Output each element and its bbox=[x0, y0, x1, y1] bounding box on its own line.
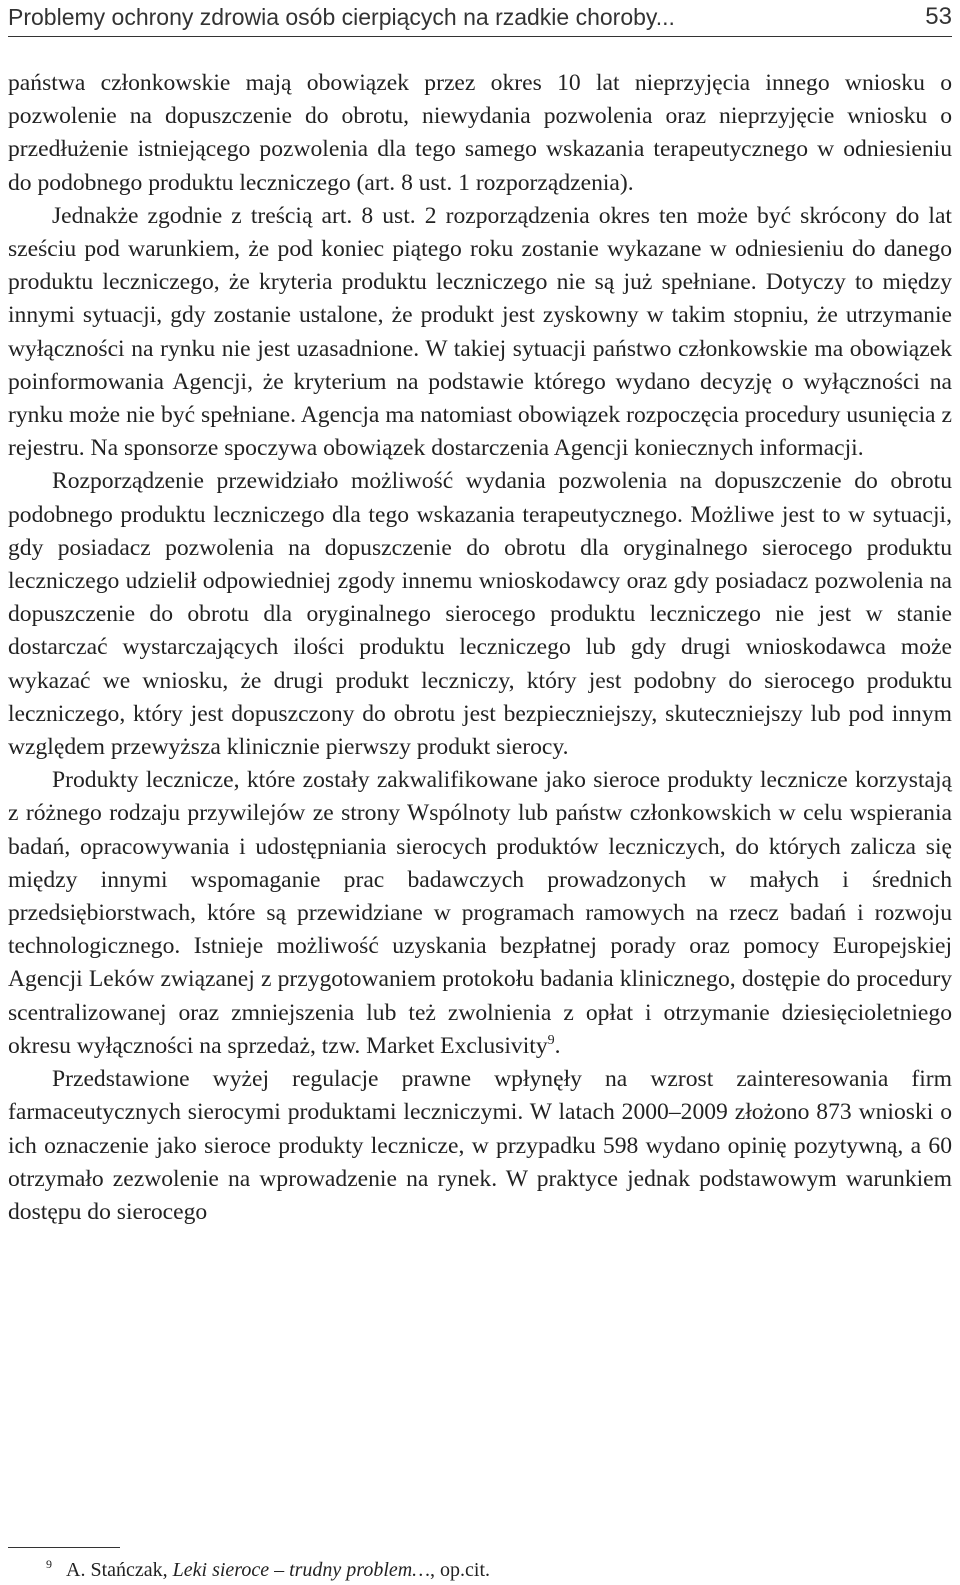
running-header bbox=[8, 2, 952, 37]
footnote-reference[interactable]: 9 bbox=[547, 1033, 555, 1049]
footnote-marker: 9 bbox=[46, 1557, 52, 1572]
paragraph: Rozporządzenie przewidziało możliwość wydania pozwolenia na dopuszczenie do obrotu podobnego produktu leczniczego dla tego wskazania terapeutycznego. Możliwe jest to w sytuacji, gdy posiadacz pozwolenia na dopuszczenie do obrotu dla oryginalnego sierocego produktu leczniczego udzielił odpowiedniej zgody innemu wnioskodawcy oraz gdy posiadacz pozwolenia na dopuszczenie do obrotu dla oryginalnego sierocego produktu leczniczego nie jest w stanie dostarczać wystarczających ilości produktu leczniczego lub gdy drugi wnioskodawca może wykazać we wniosku, że drugi produkt leczniczy, który jest podobny do sierocego produktu leczniczego, który jest dopuszczony do obrotu jest bezpieczniejszy, skuteczniejszy lub pod innym względem przewyższa klinicznie pierwszy produkt sierocy. bbox=[8, 468, 952, 761]
paragraph: Jednakże zgodnie z treścią art. 8 ust. 2 rozporządzenia okres ten może być skrócony do lat sześciu pod warunkiem, że pod koniec piątego roku zostanie wykazane w odniesieniu do danego produktu leczniczego, że kryteria produktu leczniczego nie są już spełniane. Dotyczy to między innymi sytuacji, gdy zostanie ustalone, że produkt jest zyskowny w takim stopniu, że utrzymanie wyłączności na rynku nie jest uzasadnione. W takiej sytuacji państwo członkowskie ma obowiązek poinformowania Agencji, że kryterium na podstawie którego wydano decyzję o wyłączności na rynku może nie być spełniane. Agencja ma natomiast obowiązek rozpoczęcia procedury usunięcia z rejestru. Na sponsorze spoczywa obowiązek dostarczenia Agencji koniecznych informacji. bbox=[8, 202, 952, 462]
document-page bbox=[8, 0, 952, 1585]
footnote-author: A. Stańczak, bbox=[66, 1559, 173, 1581]
body-text bbox=[8, 67, 952, 1229]
paragraph-end-punct: . bbox=[554, 1032, 561, 1059]
footnote-title: Leki sieroce – trudny problem… bbox=[172, 1559, 431, 1581]
paragraph bbox=[8, 764, 952, 1063]
footnote-divider bbox=[8, 1547, 120, 1548]
page-number: 53 bbox=[925, 3, 952, 30]
footnote-tail: , op.cit. bbox=[430, 1559, 491, 1581]
running-title: Problemy ochrony zdrowia osób cierpiących na rzadkie choroby... bbox=[8, 4, 675, 30]
paragraph-text: Produkty lecznicze, które zostały zakwalifikowane jako sieroce produkty lecznicze korzystają z różnego rodzaju przywilejów ze strony Wspólnoty lub państw członkowskich w celu wspierania badań, opracowywania i udostępniania sierocych produktów leczniczych, do których zalicza się między innymi wspomaganie prac badawczych prowadzonych w małych i średnich przedsiębiorstwach, które są przewidziane w programach ramowych na rzecz badań i rozwoju technologicznego. Istnieje możliwość uzyskania bezpłatnej porady oraz pomocy Europejskiej Agencji Leków związanej z przygotowaniem protokołu badania klinicznego, dostępie do procedury scentralizowanej oraz zmniejszenia lub też zwolnienia z opłat i otrzymanie dziesięcioletniego okresu wyłączności na sprzedaż, tzw. Market Exclusivity bbox=[8, 767, 952, 1059]
paragraph: Przedstawione wyżej regulacje prawne wpłynęły na wzrost zainteresowania firm farmaceutycznych sierocymi produktami leczniczymi. W latach 2000–2009 złożono 873 wnioski o ich oznaczenie jako sieroce produkty lecznicze, w przypadku 598 wydano opinię pozytywną, a 60 otrzymało zezwolenie na wprowadzenie na rynek. W praktyce jednak podstawowym warunkiem dostępu do sierocego bbox=[8, 1066, 952, 1225]
paragraph: państwa członkowskie mają obowiązek przez okres 10 lat nieprzyjęcia innego wniosku o pozwolenie na dopuszczenie do obrotu, niewydania pozwolenia oraz nieprzyjęcie wniosku o przedłużenie istniejącego pozwolenia dla tego samego wskazania terapeutycznego w odniesieniu do podobnego produktu leczniczego (art. 8 ust. 1 rozporządzenia). bbox=[8, 70, 952, 196]
footnote bbox=[46, 1558, 952, 1582]
